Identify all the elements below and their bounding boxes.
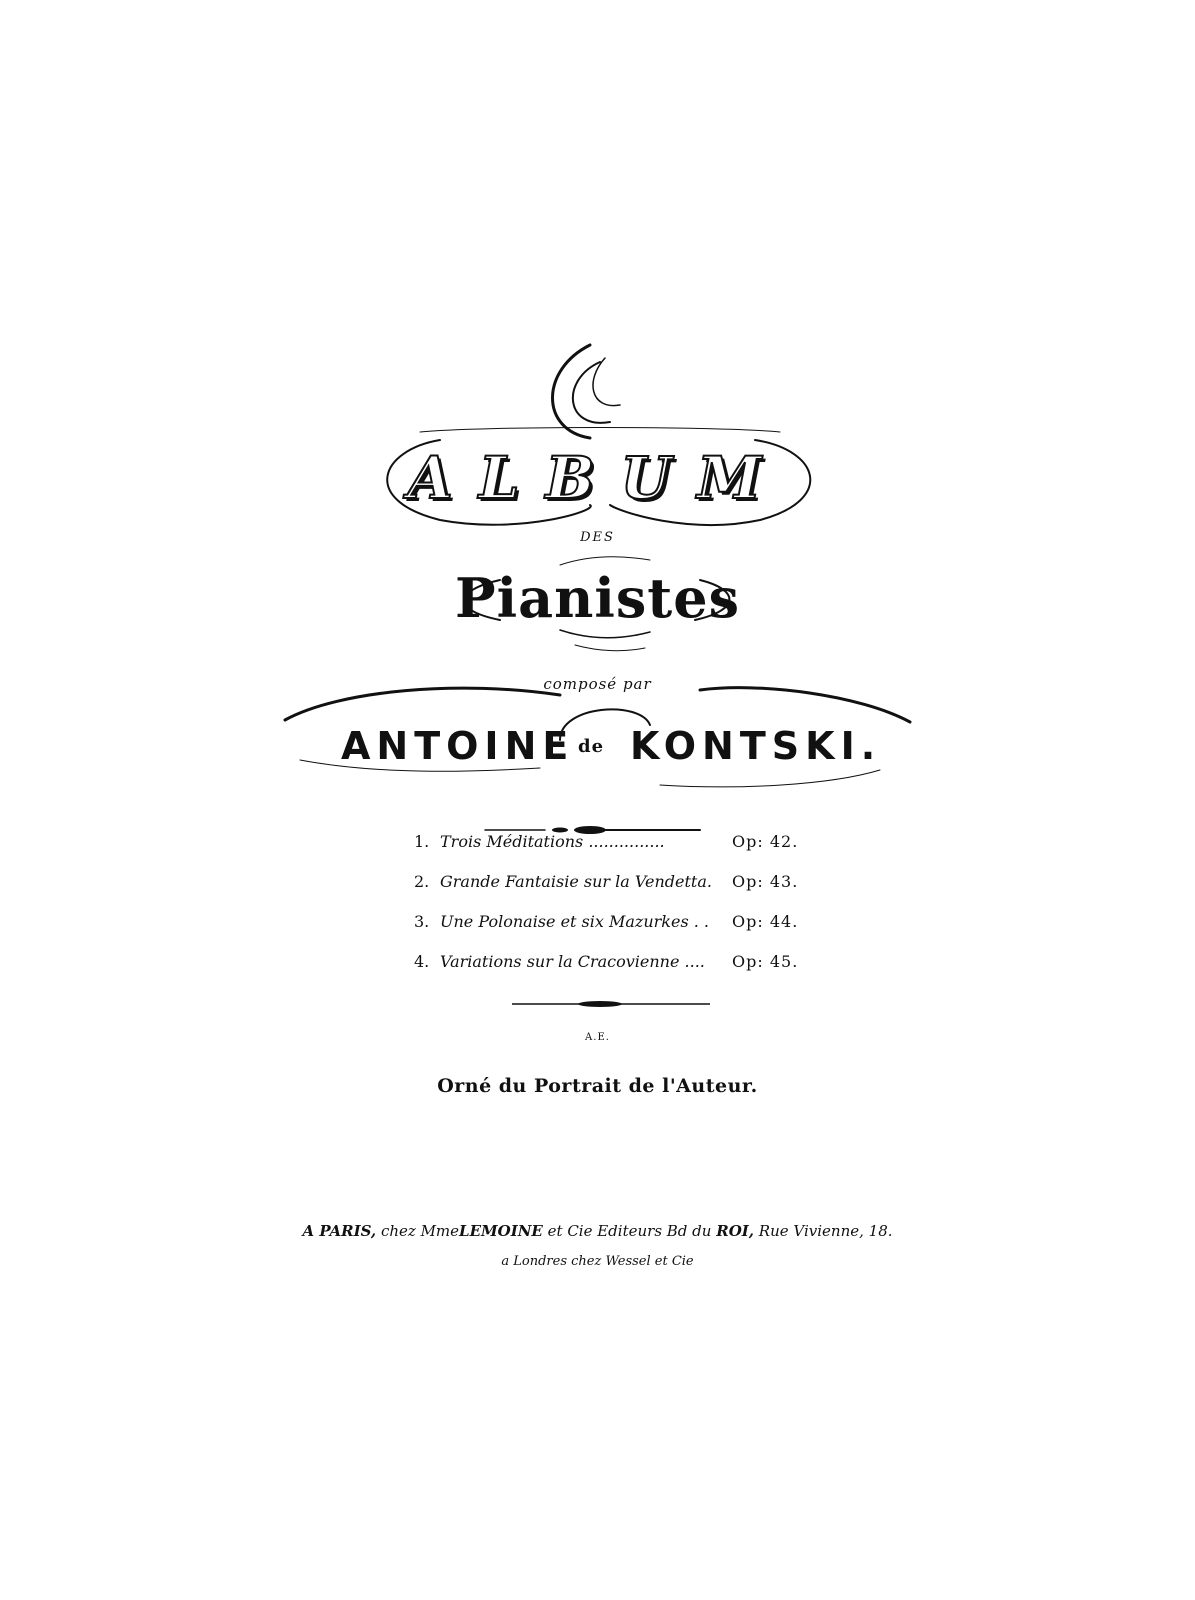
works-list bbox=[414, 832, 814, 992]
composer-first-name: ANTOINE bbox=[341, 724, 575, 768]
work-title: Grande Fantaisie sur la Vendetta. bbox=[440, 872, 712, 891]
imprint-roi: ROI, bbox=[716, 1222, 755, 1240]
work-opus: Op: 42. bbox=[732, 832, 799, 851]
imprint-line bbox=[0, 1222, 1195, 1240]
work-title: Une Polonaise et six Mazurkes . . bbox=[440, 912, 710, 931]
imprint-publisher: LEMOINE bbox=[459, 1222, 543, 1240]
work-opus: Op: 43. bbox=[732, 872, 799, 891]
composer-particle: de bbox=[578, 736, 605, 757]
pianistes-title: Pianistes bbox=[455, 566, 740, 630]
work-number: 4. bbox=[414, 952, 430, 971]
publisher-mark: A.E. bbox=[585, 1032, 610, 1043]
imprint-city: A PARIS, bbox=[302, 1222, 377, 1240]
des-label: DES bbox=[580, 530, 615, 545]
work-number: 3. bbox=[414, 912, 430, 931]
album-title: ALBUM bbox=[407, 444, 788, 512]
work-item bbox=[414, 872, 814, 912]
work-item bbox=[414, 832, 814, 872]
work-item bbox=[414, 952, 814, 992]
work-number: 2. bbox=[414, 872, 430, 891]
work-number: 1. bbox=[414, 832, 430, 851]
imprint-london: a Londres chez Wessel et Cie bbox=[501, 1254, 694, 1269]
composer-last-name: KONTSKI. bbox=[630, 724, 882, 768]
work-item bbox=[414, 912, 814, 952]
imprint-company: et Cie Editeurs Bd du bbox=[547, 1222, 712, 1240]
work-opus: Op: 45. bbox=[732, 952, 799, 971]
imprint-address: Rue Vivienne, 18. bbox=[758, 1222, 893, 1240]
work-title: Trois Méditations ............... bbox=[440, 832, 665, 851]
imprint-chez: chez bbox=[380, 1222, 416, 1240]
imprint-mme: Mme bbox=[420, 1222, 460, 1240]
work-title: Variations sur la Cracovienne .... bbox=[440, 952, 705, 971]
work-opus: Op: 44. bbox=[732, 912, 799, 931]
compose-par-label: composé par bbox=[543, 675, 652, 693]
portrait-note: Orné du Portrait de l'Auteur. bbox=[437, 1075, 758, 1097]
